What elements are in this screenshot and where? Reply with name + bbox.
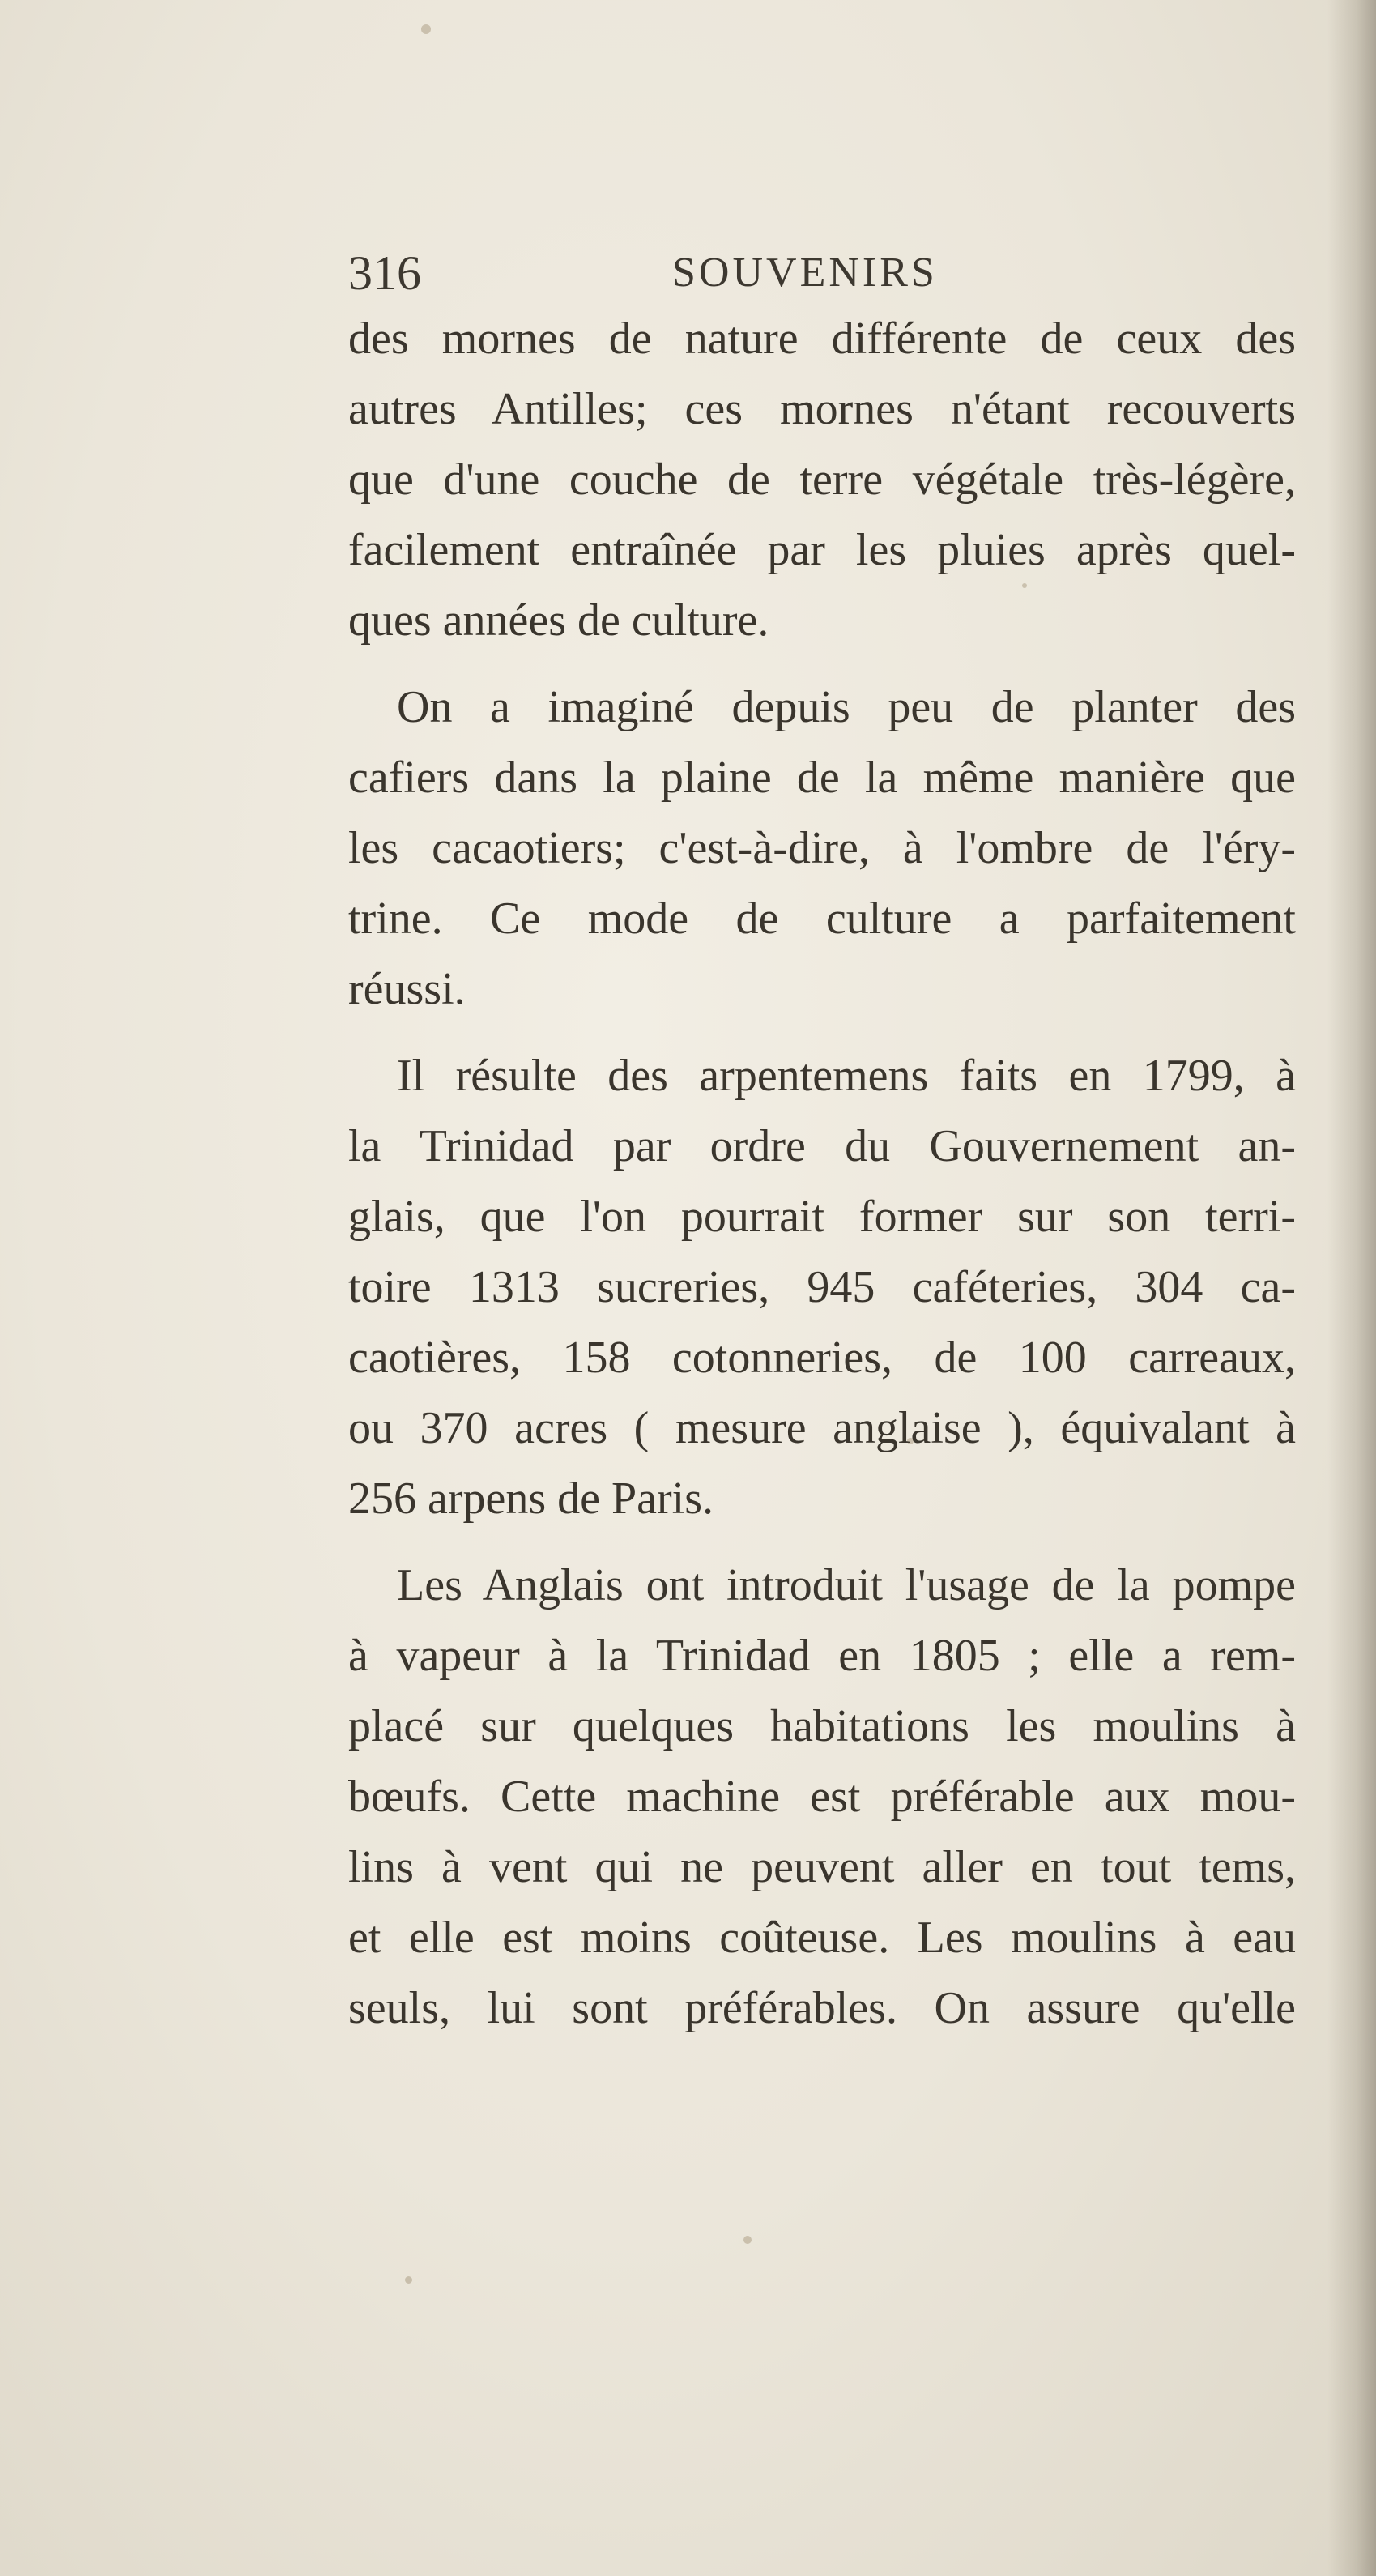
text-line: trine. Ce mode de culture a parfaitement bbox=[348, 893, 1296, 944]
text-line: les cacaotiers; c'est-à-dire, à l'ombre de l'éry- bbox=[348, 823, 1296, 873]
text-line: lins à vent qui ne peuvent aller en tout tems, bbox=[348, 1842, 1296, 1892]
text-line: ou 370 acres ( mesure anglaise ), équivalant à bbox=[348, 1403, 1296, 1453]
text-line: placé sur quelques habitations les moulins à bbox=[348, 1701, 1296, 1751]
text-line: 256 arpens de Paris. bbox=[348, 1474, 714, 1524]
text-line: ques années de culture. bbox=[348, 595, 769, 646]
text-line: que d'une couche de terre végétale très-légère, bbox=[348, 454, 1296, 505]
text-line: et elle est moins coûteuse. Les moulins à eau bbox=[348, 1913, 1296, 1963]
text-line: réussi. bbox=[348, 964, 466, 1014]
paper-spot bbox=[743, 2236, 752, 2244]
text-line: Il résulte des arpentemens faits en 1799, à bbox=[397, 1051, 1296, 1101]
page-edge-shadow bbox=[1327, 0, 1376, 2576]
text-line: Les Anglais ont introduit l'usage de la pompe bbox=[397, 1560, 1296, 1610]
text-line: autres Antilles; ces mornes n'étant recouverts bbox=[348, 384, 1296, 434]
running-head bbox=[348, 237, 1166, 309]
text-line: la Trinidad par ordre du Gouvernement an- bbox=[348, 1121, 1296, 1171]
running-title: SOUVENIRS bbox=[672, 249, 938, 296]
text-line: glais, que l'on pourrait former sur son terri- bbox=[348, 1192, 1296, 1242]
body-text bbox=[348, 304, 1296, 2044]
paper-spot bbox=[405, 2276, 412, 2284]
text-line: caotières, 158 cotonneries, de 100 carreaux, bbox=[348, 1333, 1296, 1383]
text-line: On a imaginé depuis peu de planter des bbox=[397, 682, 1296, 732]
text-line: bœufs. Cette machine est préférable aux mou- bbox=[348, 1772, 1296, 1822]
text-line: toire 1313 sucreries, 945 caféteries, 304 ca- bbox=[348, 1262, 1296, 1312]
text-line: cafiers dans la plaine de la même manière que bbox=[348, 753, 1296, 803]
text-line: des mornes de nature différente de ceux des bbox=[348, 313, 1296, 364]
paper-spot bbox=[421, 24, 431, 34]
text-line: à vapeur à la Trinidad en 1805 ; elle a rem- bbox=[348, 1631, 1296, 1681]
text-line: seuls, lui sont préférables. On assure qu'elle bbox=[348, 1983, 1296, 2033]
text-line: facilement entraînée par les pluies après quel- bbox=[348, 525, 1296, 575]
page-number: 316 bbox=[348, 246, 421, 300]
